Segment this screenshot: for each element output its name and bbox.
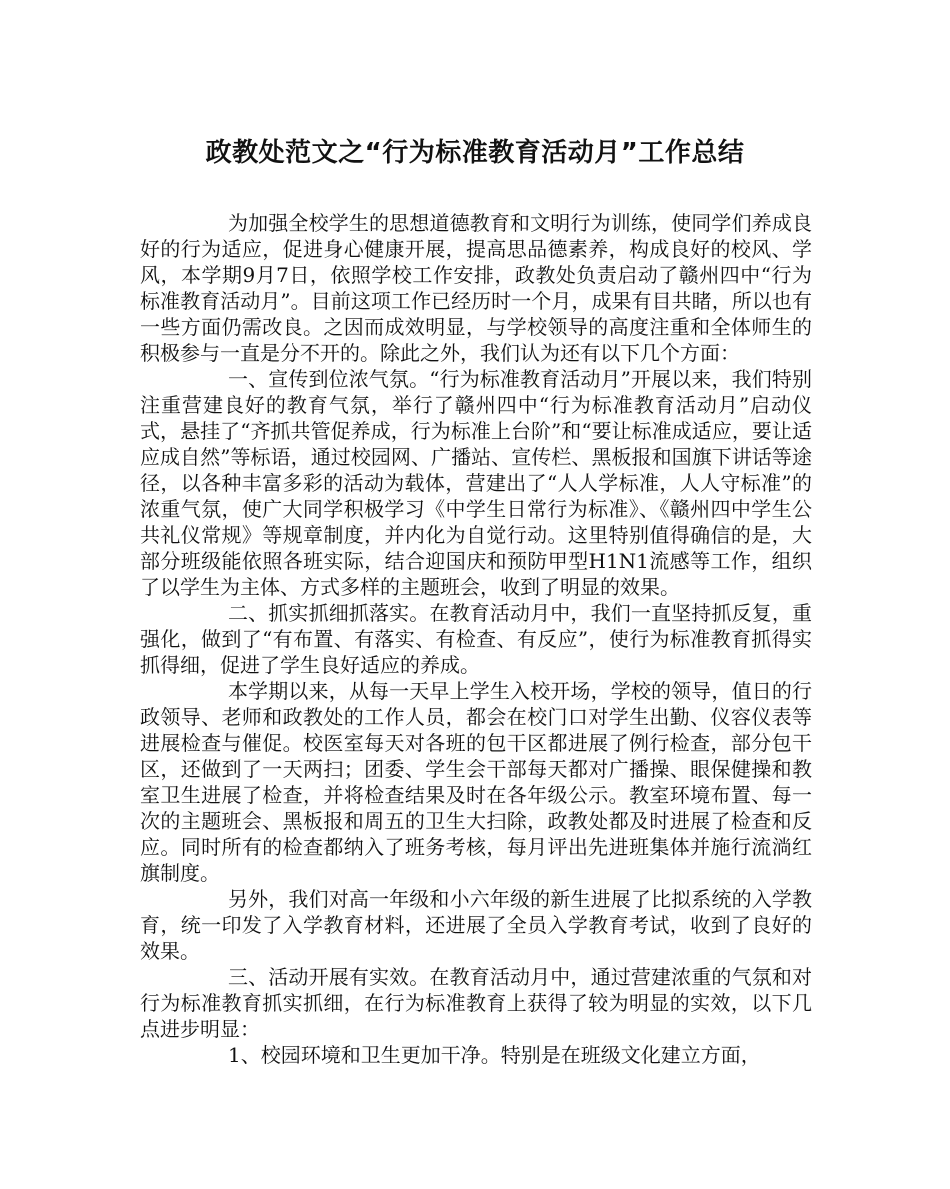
paragraph-intro: 为加强全校学生的思想道德教育和文明行为训练，使同学们养成良好的行为适应，促进身心健康开展，提高思品德素养，构成良好的校风、学风，本学期9月7日，依照学校工作安排，政教处负责启动了赣州四中“行为标准教育活动月”。目前这项工作已经历时一个月，成果有目共睹，所以也有一些方面仍需改良。之因而成效明显，与学校领导的高度注重和全体师生的积极参与一直是分不开的。除此之外，我们认为还有以下几个方面： <box>140 211 812 365</box>
paragraph-results: 三、活动开展有实效。在教育活动月中，通过营建浓重的气氛和对行为标准教育抓实抓细，在行为标准教育上获得了较为明显的实效，以下几点进步明显： <box>140 965 812 1041</box>
paragraph-publicity: 一、宣传到位浓气氛。“行为标准教育活动月”开展以来，我们特别注重营建良好的教育气氛，举行了赣州四中“行为标准教育活动月”启动仪式，悬挂了“齐抓共管促养成，行为标准上台阶”和“要让标准成适应，要让适应成自然”等标语，通过校园网、广播站、宣传栏、黑板报和国旗下讲话等途径，以各种丰富多彩的活动为载体，营建出了“人人学标准，人人守标准”的浓重气氛，使广大同学积极学习《中学生日常行为标准》、《赣州四中学生公共礼仪常规》等规章制度，并内化为自觉行动。这里特别值得确信的是，大部分班级能依照各班实际，结合迎国庆和预防甲型H1N1流感等工作，组织了以学生为主体、方式多样的主题班会，收到了明显的效果。 <box>140 367 812 599</box>
document-title: 政教处范文之“行为标准教育活动月”工作总结 <box>205 138 745 168</box>
document-body <box>140 210 812 1068</box>
paragraph-daily-checks: 本学期以来，从每一天早上学生入校开场，学校的领导，值日的行政领导、老师和政教处的工作人员，都会在校门口对学生出勤、仪容仪表等进展检查与催促。校医室每天对各班的包干区都进展了例行检查，部分包干区，还做到了一天两扫；团委、学生会干部每天都对广播操、眼保健操和教室卫生进展了检查，并将检查结果及时在各年级公示。教室环境布置、每一次的主题班会、黑板报和周五的卫生大扫除，政教处都及时进展了检查和反应。同时所有的检查都纳入了班务考核，每月评出先进班集体并施行流淌红旗制度。 <box>140 679 812 885</box>
paragraph-new-students: 另外，我们对高一年级和小六年级的新生进展了比拟系统的入学教育，统一印发了入学教育材料，还进展了全员入学教育考试，收到了良好的效果。 <box>140 887 812 963</box>
paragraph-environment: 1、校园环境和卫生更加干净。特别是在班级文化建立方面， <box>228 1043 761 1067</box>
paragraph-implementation: 二、抓实抓细抓落实。在教育活动月中，我们一直坚持抓反复，重强化，做到了“有布置、有落实、有检查、有反应”，使行为标准教育抓得实抓得细，促进了学生良好适应的养成。 <box>140 601 812 677</box>
